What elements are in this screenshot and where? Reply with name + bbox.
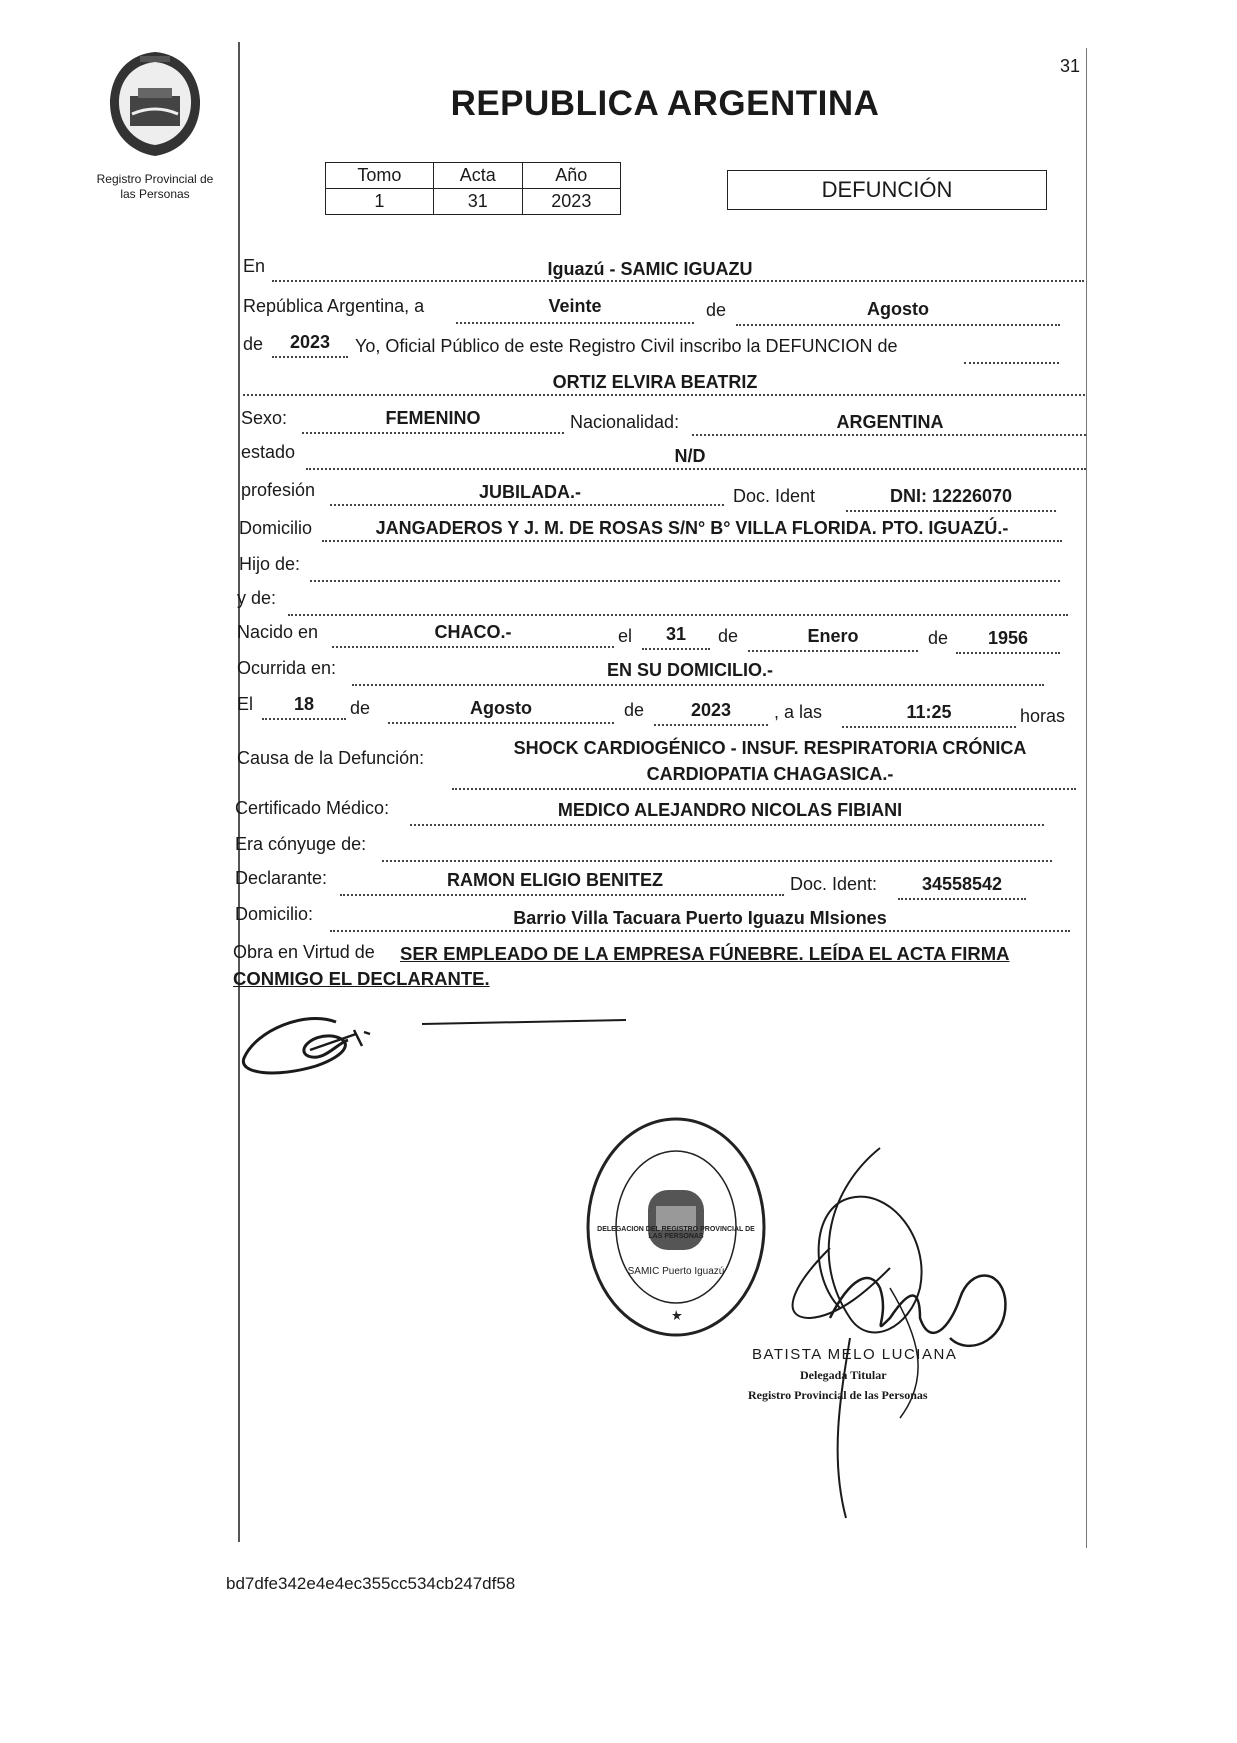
value-dia-letras: Veinte <box>548 296 602 316</box>
value-mes: Agosto <box>867 299 929 319</box>
value-declarante-domicilio: Barrio Villa Tacuara Puerto Iguazu MIsiones <box>513 908 887 928</box>
right-margin-line <box>1086 48 1087 1548</box>
dots-estado <box>306 468 1086 470</box>
label-de-2: de <box>243 334 264 354</box>
value-obra-2: CONMIGO EL DECLARANTE. <box>233 968 490 989</box>
tomo-value: 1 <box>326 189 434 215</box>
label-de-6: de <box>624 700 645 720</box>
label-certificado: Certificado Médico: <box>235 798 390 818</box>
registry-name <box>70 172 240 202</box>
dots-declarante-doc <box>898 898 1026 900</box>
value-nacido-en: CHACO.- <box>434 622 512 642</box>
dots-sexo <box>302 432 564 434</box>
acta-header: Acta <box>433 163 522 189</box>
label-de-3: de <box>718 626 739 646</box>
dots-declarante <box>340 894 784 896</box>
label-horas: horas <box>1020 706 1066 726</box>
label-obra: Obra en Virtud de <box>233 942 375 962</box>
label-y-de: y de: <box>237 588 277 608</box>
value-obra-1: SER EMPLEADO DE LA EMPRESA FÚNEBRE. LEÍDA EL ACTA FIRMA <box>400 943 1010 964</box>
dots-anio <box>272 356 348 358</box>
dots-ocurrida-en <box>352 684 1044 686</box>
dots-profesion <box>330 504 724 506</box>
dots-causa <box>452 788 1076 790</box>
value-causa-1: SHOCK CARDIOGÉNICO - INSUF. RESPIRATORIA CRÓNICA <box>513 738 1027 758</box>
official-signature <box>770 1118 1030 1538</box>
anio-value: 2023 <box>522 189 620 215</box>
label-nacionalidad: Nacionalidad: <box>570 412 680 432</box>
value-anio: 2023 <box>289 332 331 352</box>
dots-mes <box>736 324 1060 326</box>
value-lugar: Iguazú - SAMIC IGUAZU <box>547 259 753 279</box>
value-nac-mes: Enero <box>807 626 859 646</box>
value-nac-dia: 31 <box>665 624 687 644</box>
seal-outer-text: DELEGACION DEL REGISTRO PROVINCIAL DE LAS PERSONAS <box>597 1226 755 1240</box>
dots-y-de <box>288 614 1068 616</box>
dots-nac-mes <box>748 650 918 652</box>
label-ocurrida-en: Ocurrida en: <box>237 658 337 678</box>
label-hijo-de: Hijo de: <box>239 554 301 574</box>
dots-def-dia <box>262 718 346 720</box>
dots-def-anio <box>654 724 768 726</box>
dots-def-mes <box>388 722 614 724</box>
label-el: el <box>618 626 633 646</box>
dots-certificado <box>410 824 1044 826</box>
seal-inner-text: SAMIC Puerto Iguazú <box>627 1266 725 1277</box>
value-domicilio: JANGADEROS Y J. M. DE ROSAS S/N° B° VILLA FLORIDA. PTO. IGUAZÚ.- <box>375 518 1009 538</box>
label-doc-ident-2: Doc. Ident: <box>790 874 878 894</box>
dots-dni <box>846 510 1056 512</box>
value-def-anio: 2023 <box>690 700 732 720</box>
value-ocurrida-en: EN SU DOMICILIO.- <box>607 660 773 680</box>
value-sexo: FEMENINO <box>385 408 481 428</box>
reference-value-row <box>326 189 621 215</box>
label-sexo: Sexo: <box>241 408 288 428</box>
label-domicilio-2: Domicilio: <box>235 904 314 924</box>
label-republica: República Argentina, a <box>243 296 425 316</box>
label-yo-oficial: Yo, Oficial Público de este Registro Civil inscribo la DEFUNCION de <box>355 336 898 356</box>
value-hora: 11:25 <box>906 702 952 722</box>
value-dni: DNI: 12226070 <box>889 486 1013 506</box>
page-title: REPUBLICA ARGENTINA <box>450 84 880 123</box>
label-a-las: , a las <box>774 702 823 722</box>
value-profesion: JUBILADA.- <box>479 482 581 502</box>
label-de-1: de <box>706 300 727 320</box>
registry-name-line1: Registro Provincial de <box>96 172 214 186</box>
label-de-5: de <box>350 698 371 718</box>
official-name: BATISTA MELO LUCIANA <box>752 1346 958 1363</box>
dots-dia <box>456 322 694 324</box>
value-def-dia: 18 <box>293 694 315 714</box>
province-emblem-icon <box>100 48 210 160</box>
label-el-2: El <box>237 694 254 714</box>
label-nacido-en: Nacido en <box>237 622 319 642</box>
label-declarante: Declarante: <box>235 868 328 888</box>
label-conyuge: Era cónyuge de: <box>235 834 367 854</box>
label-de-4: de <box>928 628 949 648</box>
label-estado: estado <box>241 442 296 462</box>
dots-hijo-de <box>310 580 1060 582</box>
dots-lugar <box>272 280 1084 282</box>
value-estado: N/D <box>674 446 706 466</box>
page-number: 31 <box>1060 56 1081 76</box>
value-declarante-doc: 34558542 <box>921 874 1003 894</box>
value-nacionalidad: ARGENTINA <box>836 412 944 432</box>
value-nac-anio: 1956 <box>987 628 1029 648</box>
dots-domicilio-2 <box>330 930 1070 932</box>
dots-conyuge <box>382 860 1052 862</box>
value-causa-2: CARDIOPATIA CHAGASICA.- <box>646 764 894 784</box>
dots-hora <box>842 726 1016 728</box>
official-title: Delegada Titular <box>800 1368 887 1382</box>
dots-yo <box>964 362 1059 364</box>
anio-header: Año <box>522 163 620 189</box>
value-certificado: MEDICO ALEJANDRO NICOLAS FIBIANI <box>557 800 903 820</box>
label-causa: Causa de la Defunción: <box>237 748 425 768</box>
dots-nac-anio <box>956 652 1060 654</box>
left-margin-line <box>238 42 240 1542</box>
label-doc-ident: Doc. Ident <box>733 486 816 506</box>
dots-domicilio <box>322 540 1062 542</box>
dots-nacionalidad <box>692 434 1086 436</box>
dots-nacido-en <box>332 646 614 648</box>
label-en: En <box>243 256 266 276</box>
reference-table <box>325 162 621 215</box>
dots-nac-dia <box>642 648 710 650</box>
act-type-box <box>727 170 1047 210</box>
dots-nombre <box>243 394 1085 396</box>
label-profesion: profesión <box>241 480 316 500</box>
label-domicilio: Domicilio <box>239 518 313 538</box>
registry-name-line2: las Personas <box>120 187 190 201</box>
value-nombre: ORTIZ ELVIRA BEATRIZ <box>552 372 758 392</box>
tomo-header: Tomo <box>326 163 434 189</box>
act-type: DEFUNCIÓN <box>821 177 953 202</box>
official-office: Registro Provincial de las Personas <box>748 1388 928 1402</box>
document-hash: bd7dfe342e4e4ec355cc534cb247df58 <box>226 1574 516 1593</box>
value-def-mes: Agosto <box>470 698 532 718</box>
acta-value: 31 <box>433 189 522 215</box>
reference-header-row <box>326 163 621 189</box>
value-declarante: RAMON ELIGIO BENITEZ <box>447 870 663 890</box>
declarant-signature <box>236 1000 636 1090</box>
